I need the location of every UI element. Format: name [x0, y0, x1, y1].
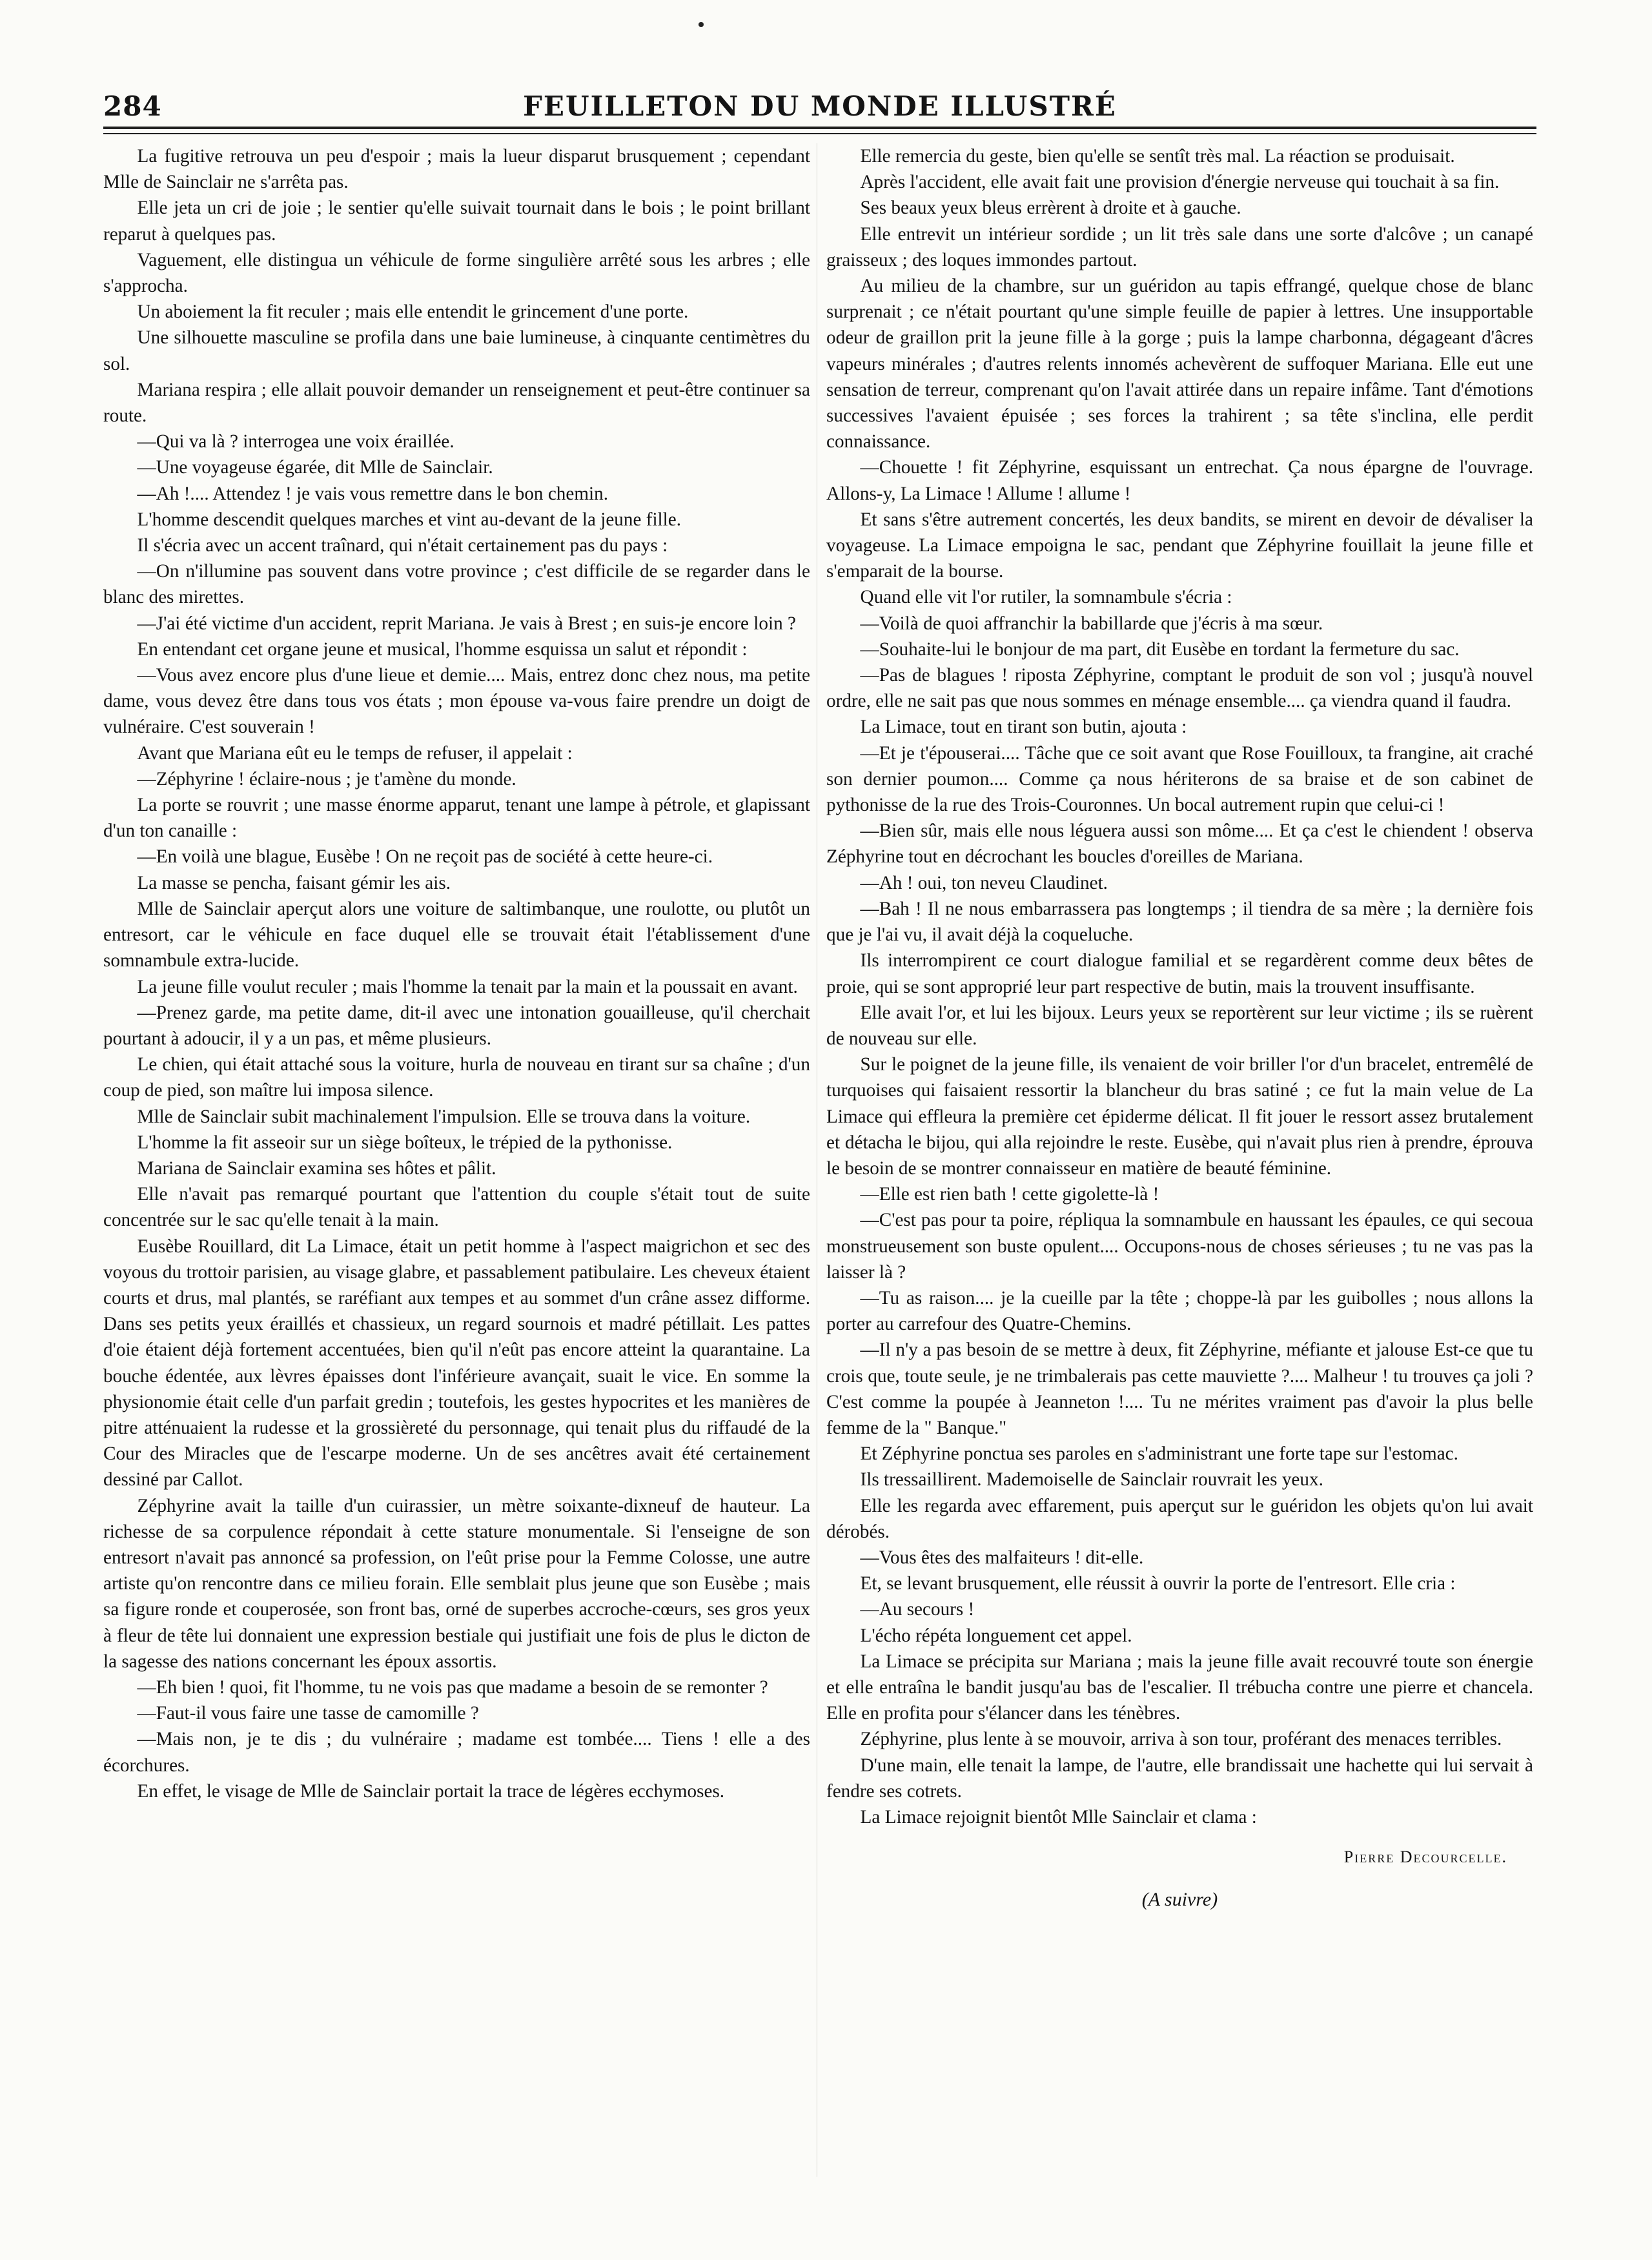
- paragraph: —Eh bien ! quoi, fit l'homme, tu ne vois pas que madame a besoin de se remonter ?: [137, 1676, 768, 1698]
- paragraph: Et Zéphyrine ponctua ses paroles en s'administrant une forte tape sur l'estomac.: [860, 1443, 1458, 1465]
- paragraph: —Elle est rien bath ! cette gigolette-là !: [860, 1184, 1159, 1205]
- paragraph: L'écho répéta longuement cet appel.: [860, 1625, 1132, 1646]
- left-column: [103, 143, 810, 1804]
- paragraph: Sur le poignet de la jeune fille, ils venaient de voir briller l'or d'un bracelet, entremêlé de turquoises qui faisaient ressortir la blancheur du bras satiné ; ce fut la main velue de La Limace qui effleura la première cet épiderme délicat. Il fit jouer le ressort assez brutalement et détacha le bijou, qui alla rejoindre le reste. Eusèbe, qui n'avait plus rien à prendre, éprouva le besoin de se montrer connaisseur en matière de beauté féminine.: [826, 1054, 1533, 1179]
- paragraph: En effet, le visage de Mlle de Sainclair portait la trace de légères ecchymoses.: [137, 1780, 725, 1802]
- paragraph: —Ah ! oui, ton neveu Claudinet.: [860, 872, 1108, 893]
- paragraph: —On n'illumine pas souvent dans votre province ; c'est difficile de se regarder dans le blanc des mirettes.: [103, 561, 810, 608]
- paragraph: —Au secours !: [860, 1599, 975, 1620]
- paragraph: —Il n'y a pas besoin de se mettre à deux, fit Zéphyrine, méfiante et jalouse Est-ce que tu crois que, toute seule, je ne trimbalerais pas cette mauviette ?.... Malheur ! tu trouves ça joli ? C'est comme la poupée à Jeanneton !.... Tu ne mérites vraiment pas d'avoir la plus belle femme de la " Banque.": [826, 1339, 1533, 1438]
- paragraph: Ils tressaillirent. Mademoiselle de Sainclair rouvrait les yeux.: [860, 1469, 1323, 1491]
- paragraph: Le chien, qui était attaché sous la voiture, hurla de nouveau en tirant sur sa chaîne ; d'un coup de pied, son maître lui imposa silence.: [103, 1054, 810, 1101]
- paragraph: —Une voyageuse égarée, dit Mlle de Sainclair.: [137, 457, 493, 478]
- paragraph: Zéphyrine avait la taille d'un cuirassier, un mètre soixante-dixneuf de hauteur. La richesse de sa corpulence répondait à cette stature monumentale. Si l'enseigne de son entresort n'avait pas annoncé sa profession, on l'eût prise pour la Femme Colosse, une autre artiste qu'on rencontre dans ce milieu forain. Elle semblait plus jeune que son Eusèbe ; mais sa figure ronde et couperosée, son front bas, orné de superbes accroche-cœurs, ses gros yeux à fleur de tête lui donnaient une expression bestiale qui justifiait une fois de plus le dicton de la sagesse des nations concernant les époux assortis.: [103, 1495, 810, 1672]
- paragraph: D'une main, elle tenait la lampe, de l'autre, elle brandissait une hachette qui lui servait à fendre ses cotrets.: [826, 1755, 1533, 1802]
- paragraph: —Prenez garde, ma petite dame, dit-il avec une intonation gouailleuse, qu'il cherchait pourtant à adoucir, il y a un pas, et même plusieurs.: [103, 1002, 810, 1049]
- paragraph: —Ah !.... Attendez ! je vais vous remettre dans le bon chemin.: [137, 483, 609, 504]
- running-title: FEUILLETON DU MONDE ILLUSTRÉ: [523, 90, 1117, 122]
- paragraph: —Bien sûr, mais elle nous léguera aussi son môme.... Et ça c'est le chiendent ! observa Zéphyrine tout en décrochant les boucles d'oreilles de Mariana.: [826, 820, 1533, 868]
- paragraph: —Qui va là ? interrogea une voix éraillée.: [137, 431, 454, 453]
- paragraph: Mlle de Sainclair subit machinalement l'impulsion. Elle se trouva dans la voiture.: [137, 1106, 751, 1127]
- paragraph: Mariana respira ; elle allait pouvoir demander un renseignement et peut-être continuer sa route.: [103, 379, 810, 427]
- paragraph: —Pas de blagues ! riposta Zéphyrine, comptant le produit de son vol ; jusqu'à nouvel ordre, elle ne sait pas que nous sommes en ménage ensemble.... ça viendra quand il faudra.: [826, 665, 1533, 712]
- header-rule-thin: [103, 133, 1536, 134]
- paragraph: Elle n'avait pas remarqué pourtant que l'attention du couple s'était tout de suite concentrée sur le sac qu'elle tenait à la main.: [103, 1184, 810, 1231]
- paragraph: —J'ai été victime d'un accident, reprit Mariana. Je vais à Brest ; en suis-je encore loin ?: [137, 613, 796, 634]
- paragraph: —Voilà de quoi affranchir la babillarde que j'écris à ma sœur.: [860, 613, 1323, 634]
- paragraph: En entendant cet organe jeune et musical, l'homme esquissa un salut et répondit :: [137, 638, 748, 660]
- paragraph: Vaguement, elle distingua un véhicule de forme singulière arrêté sous les arbres ; elle s'approcha.: [103, 249, 810, 297]
- to-be-continued: (A suivre): [1141, 1889, 1218, 1911]
- paragraph: L'homme la fit asseoir sur un siège boîteux, le trépied de la pythonisse.: [137, 1132, 673, 1153]
- paragraph: —Tu as raison.... je la cueille par la tête ; choppe-là par les guibolles ; nous allons la porter au carrefour des Quatre-Chemins.: [826, 1287, 1533, 1335]
- paragraph: Un aboiement la fit reculer ; mais elle entendit le grincement d'une porte.: [137, 301, 689, 323]
- paragraph: Et sans s'être autrement concertés, les deux bandits, se mirent en devoir de dévaliser la voyageuse. La Limace empoigna le sac, pendant que Zéphyrine fouillait la jeune fille et s'emparait de la bourse.: [826, 509, 1533, 582]
- author-signature: Pierre Decourcelle.: [1343, 1848, 1507, 1867]
- paragraph: La Limace, tout en tirant son butin, ajouta :: [860, 717, 1187, 738]
- paragraph: Elle entrevit un intérieur sordide ; un lit très sale dans une sorte d'alcôve ; un canapé graisseux ; des loques immondes partout.: [826, 223, 1533, 270]
- paragraph: La masse se pencha, faisant gémir les ais.: [137, 872, 451, 893]
- paragraph: Une silhouette masculine se profila dans une baie lumineuse, à cinquante centimètres du sol.: [103, 327, 810, 374]
- paragraph: Et, se levant brusquement, elle réussit à ouvrir la porte de l'entresort. Elle cria :: [860, 1573, 1456, 1594]
- paragraph: La Limace se précipita sur Mariana ; mais la jeune fille avait recouvré toute son énergie et elle entraîna le bandit jusqu'au bas de l'escalier. Il trébucha contre une pierre et chancela. Elle en profita pour s'élancer dans les ténèbres.: [826, 1651, 1533, 1724]
- paragraph: —Et je t'épouserai.... Tâche que ce soit avant que Rose Fouilloux, ta frangine, ait craché son dernier poumon.... Comme ça nous hériterons de sa braise et de son cabinet de pythonisse de la rue des Trois-Couronnes. Un bocal autrement rupin que celui-ci !: [826, 742, 1533, 816]
- paragraph: Elle jeta un cri de joie ; le sentier qu'elle suivait tournait dans le bois ; le point brillant reparut à quelques pas.: [103, 198, 810, 245]
- paragraph: Mlle de Sainclair aperçut alors une voiture de saltimbanque, une roulotte, ou plutôt un entresort, car le véhicule en face duquel elle se trouvait était l'établissement d'une somnambule extra-lucide.: [103, 898, 810, 972]
- paragraph: Zéphyrine, plus lente à se mouvoir, arriva à son tour, proférant des menaces terribles.: [860, 1729, 1502, 1750]
- page-number: 284: [103, 90, 162, 122]
- paragraph: —Bah ! Il ne nous embarrassera pas longtemps ; il tiendra de sa mère ; la dernière fois que je l'ai vu, il avait déjà la coqueluche.: [826, 898, 1533, 946]
- paragraph: —En voilà une blague, Eusèbe ! On ne reçoit pas de société à cette heure-ci.: [137, 846, 713, 868]
- paragraph: —Mais non, je te dis ; du vulnéraire ; madame est tombée.... Tiens ! elle a des écorchures.: [103, 1729, 810, 1776]
- paragraph: —Chouette ! fit Zéphyrine, esquissant un entrechat. Ça nous épargne de l'ouvrage. Allons-y, La Limace ! Allume ! allume !: [826, 457, 1533, 504]
- page-header: [103, 90, 1536, 129]
- paragraph: La jeune fille voulut reculer ; mais l'homme la tenait par la main et la poussait en avant.: [137, 976, 798, 997]
- paragraph: Au milieu de la chambre, sur un guéridon au tapis effrangé, quelque chose de blanc surprenait ; ce n'était pourtant qu'une simple feuille de papier à lettres. Une insupportable odeur de graillon prit la jeune fille à la gorge ; puis la lampe charbonna, dégageant d'âcres vapeurs minérales ; d'autres relents innomés achevèrent de suffoquer Mariana. Elle eut une sensation de terreur, comprenant qu'on l'avait attirée dans un repaire infâme. Tant d'émotions successives l'avaient épuisée ; ses forces la trahirent ; sa tête s'inclina, elle perdit connaissance.: [826, 276, 1533, 453]
- ink-speck: [699, 22, 704, 27]
- paragraph: Quand elle vit l'or rutiler, la somnambule s'écria :: [860, 587, 1232, 608]
- header-rule-thick: [103, 127, 1536, 129]
- paragraph: L'homme descendit quelques marches et vint au-devant de la jeune fille.: [137, 509, 682, 530]
- paragraph: Elle avait l'or, et lui les bijoux. Leurs yeux se reportèrent sur leur victime ; ils se ruèrent de nouveau sur elle.: [826, 1002, 1533, 1049]
- paragraph: Ils interrompirent ce court dialogue familial et se regardèrent comme deux bêtes de proie, qui se sont approprié leur part respective de butin, mais la trouvent insuffisante.: [826, 950, 1533, 997]
- paragraph: Elle remercia du geste, bien qu'elle se sentît très mal. La réaction se produisait.: [860, 146, 1455, 167]
- paragraph: Eusèbe Rouillard, dit La Limace, était un petit homme à l'aspect maigrichon et sec des voyous du trottoir parisien, au visage glabre, et passablement patibulaire. Les cheveux étaient courts et drus, mal plantés, se raréfiant aux tempes et au sommet d'un crâne assez difforme. Dans ses petits yeux éraillés et chassieux, un regard sournois et madré pétillait. Les pattes d'oie étaient déjà fortement accentuées, bien qu'il n'eût pas encore atteint la quarantaine. La bouche édentée, aux lèvres épaisses dont l'inférieure avançait, suait le vice. En somme la physionomie était celle d'un parfait gredin ; toutefois, les gestes hypocrites et les manières de pitre atténuaient la rudesse et la grossièreté du personnage, qui tenait plus du riffaudé de la Cour des Miracles que de l'escarpe moderne. Un de ses ancêtres avait été certainement dessiné par Callot.: [103, 1236, 810, 1491]
- paragraph: La Limace rejoignit bientôt Mlle Sainclair et clama :: [860, 1807, 1257, 1827]
- paragraph: Ses beaux yeux bleus errèrent à droite et à gauche.: [860, 198, 1241, 219]
- paragraph: La fugitive retrouva un peu d'espoir ; mais la lueur disparut brusquement ; cependant Mlle de Sainclair ne s'arrêta pas.: [103, 146, 810, 193]
- paragraph: —C'est pas pour ta poire, répliqua la somnambule en haussant les épaules, ce qui secoua monstrueusement son buste opulent.... Occupons-nous de choses sérieuses ; tu ne vas pas la laisser là ?: [826, 1210, 1533, 1283]
- paragraph: —Souhaite-lui le bonjour de ma part, dit Eusèbe en tordant la fermeture du sac.: [860, 638, 1460, 660]
- paragraph: —Vous avez encore plus d'une lieue et demie.... Mais, entrez donc chez nous, ma petite dame, vous devez être dans tous vos états ; mon épouse va-vous faire prendre un doigt de vulnéraire. C'est souverain !: [103, 665, 810, 738]
- paragraph: Après l'accident, elle avait fait une provision d'énergie nerveuse qui touchait à sa fin.: [860, 172, 1500, 193]
- paragraph: —Zéphyrine ! éclaire-nous ; je t'amène du monde.: [137, 768, 516, 789]
- paragraph: Il s'écria avec un accent traînard, qui n'était certainement pas du pays :: [137, 535, 668, 556]
- paragraph: Elle les regarda avec effarement, puis aperçut sur le guéridon les objets qu'on lui avait dérobés.: [826, 1495, 1533, 1542]
- paragraph: La porte se rouvrit ; une masse énorme apparut, tenant une lampe à pétrole, et glapissant d'un ton canaille :: [103, 795, 810, 842]
- right-column: [826, 143, 1533, 1913]
- paragraph: Avant que Mariana eût eu le temps de refuser, il appelait :: [137, 742, 573, 764]
- paragraph: —Vous êtes des malfaiteurs ! dit-elle.: [860, 1547, 1144, 1568]
- paragraph: Mariana de Sainclair examina ses hôtes et pâlit.: [137, 1157, 496, 1179]
- paragraph: —Faut-il vous faire une tasse de camomille ?: [137, 1703, 479, 1724]
